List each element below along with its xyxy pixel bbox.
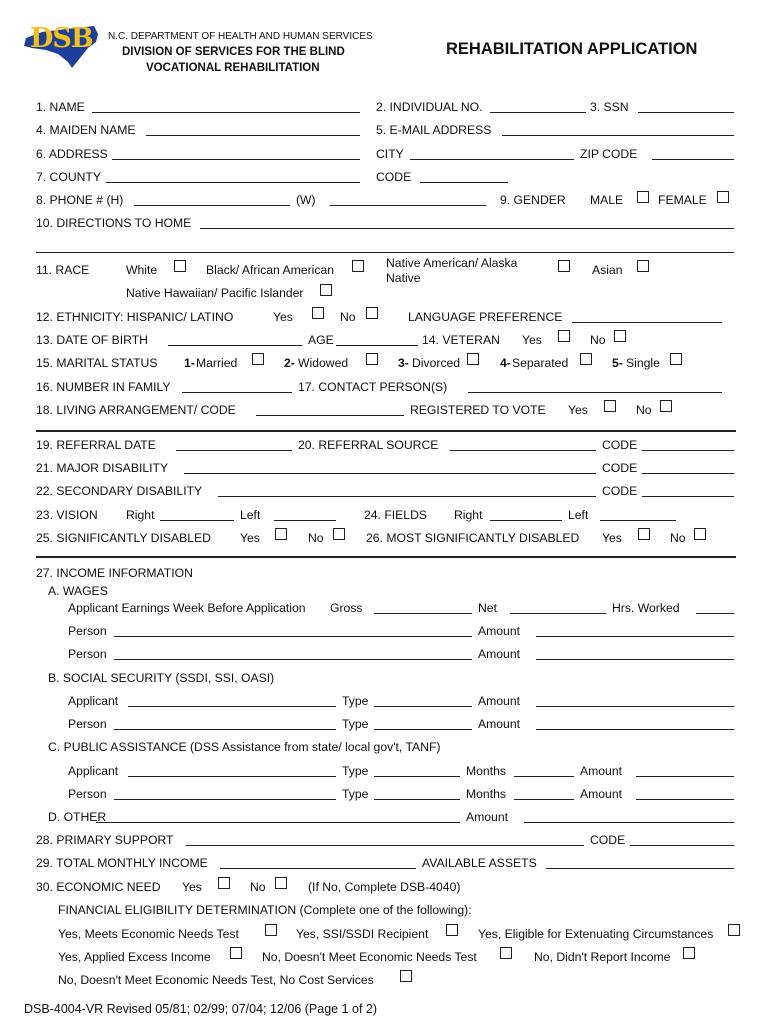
dob-label: 13. DATE OF BIRTH	[36, 333, 148, 347]
dob-field[interactable]	[168, 345, 302, 346]
separated-checkbox[interactable]	[580, 353, 592, 365]
opt-no-cost-checkbox[interactable]	[400, 970, 412, 982]
primary-support-label: 28. PRIMARY SUPPORT	[36, 833, 174, 847]
separated-label: Separated	[512, 356, 569, 370]
zip-field[interactable]	[652, 159, 734, 160]
widowed-checkbox[interactable]	[366, 353, 378, 365]
county-label: 7. COUNTY	[36, 170, 102, 184]
pa-applicant-amount-label: Amount	[580, 764, 623, 778]
hispanic-yes-label: Yes	[273, 310, 293, 324]
black-label: Black/ African American	[206, 263, 335, 277]
city-field[interactable]	[410, 159, 574, 160]
name-label: 1. NAME	[36, 100, 85, 114]
total-income-field[interactable]	[220, 868, 416, 869]
pa-person-field[interactable]	[114, 799, 336, 800]
maiden-field[interactable]	[146, 135, 360, 136]
county-field[interactable]	[106, 182, 360, 183]
age-field[interactable]	[336, 345, 418, 346]
wages-amount-label-1: Amount	[478, 624, 521, 638]
pa-applicant-months-field[interactable]	[514, 776, 574, 777]
other-field[interactable]	[96, 822, 460, 823]
pa-heading: C. PUBLIC ASSISTANCE (DSS Assistance from state/ local gov't, TANF)	[48, 740, 441, 754]
address-field[interactable]	[112, 159, 360, 160]
name-field[interactable]	[92, 112, 360, 113]
fields-left-field[interactable]	[600, 520, 676, 521]
hispanic-yes-checkbox[interactable]	[312, 307, 324, 319]
veteran-label: 14. VETERAN	[422, 333, 500, 347]
section-divider-1	[36, 430, 736, 432]
hispanic-no-checkbox[interactable]	[366, 307, 378, 319]
income-heading: 27. INCOME INFORMATION	[36, 566, 193, 580]
maiden-label: 4. MAIDEN NAME	[36, 123, 136, 137]
vote-yes-label: Yes	[568, 403, 588, 417]
ss-person-amount-field[interactable]	[536, 729, 734, 730]
wages-person-field-2[interactable]	[114, 659, 472, 660]
major-disability-label: 21. MAJOR DISABILITY	[36, 461, 169, 475]
married-number: 1-	[184, 356, 195, 370]
fields-right-field[interactable]	[490, 520, 562, 521]
secondary-code-field[interactable]	[642, 496, 734, 497]
pa-person-months-label: Months	[466, 787, 506, 801]
ss-applicant-amount-field[interactable]	[536, 706, 734, 707]
ss-person-amount-label: Amount	[478, 717, 521, 731]
major-disability-field[interactable]	[184, 473, 596, 474]
wages-amount-label-2: Amount	[478, 647, 521, 661]
ss-applicant-type-field[interactable]	[374, 706, 472, 707]
fields-label: 24. FIELDS	[364, 508, 427, 522]
opt-extenuating-checkbox[interactable]	[728, 924, 740, 936]
sig-disabled-label: 25. SIGNIFICANTLY DISABLED	[36, 531, 211, 545]
wages-heading: A. WAGES	[48, 584, 108, 598]
married-checkbox[interactable]	[252, 353, 264, 365]
other-amount-label: Amount	[466, 810, 509, 824]
referral-source-field[interactable]	[450, 450, 596, 451]
vote-no-label: No	[636, 403, 652, 417]
vision-right-label: Right	[126, 508, 155, 522]
email-field[interactable]	[502, 135, 734, 136]
contact-field[interactable]	[468, 392, 722, 393]
individual-no-field[interactable]	[490, 112, 586, 113]
pa-applicant-type-label: Type	[342, 764, 369, 778]
ssn-field[interactable]	[638, 112, 734, 113]
divorced-checkbox[interactable]	[467, 353, 479, 365]
veteran-yes-label: Yes	[522, 333, 542, 347]
ss-person-type-field[interactable]	[374, 729, 472, 730]
separated-number: 4-	[500, 356, 511, 370]
program-name: VOCATIONAL REHABILITATION	[146, 62, 320, 74]
major-code-label: CODE	[602, 461, 638, 475]
most-sig-no-checkbox[interactable]	[694, 528, 706, 540]
other-amount-field[interactable]	[524, 822, 734, 823]
opt-no-report-checkbox[interactable]	[683, 947, 695, 959]
male-checkbox[interactable]	[637, 191, 649, 203]
opt-ssi-label: Yes, SSI/SSDI Recipient	[296, 927, 429, 941]
pa-person-label: Person	[68, 787, 107, 801]
vision-left-label: Left	[240, 508, 261, 522]
primary-support-field[interactable]	[186, 845, 584, 846]
pa-applicant-type-field[interactable]	[374, 776, 460, 777]
hawaiian-checkbox[interactable]	[320, 284, 332, 296]
single-checkbox[interactable]	[670, 353, 682, 365]
white-label: White	[126, 263, 158, 277]
ss-person-field[interactable]	[114, 729, 336, 730]
pa-applicant-amount-field[interactable]	[636, 776, 734, 777]
most-sig-label: 26. MOST SIGNIFICANTLY DISABLED	[366, 531, 580, 545]
fields-right-label: Right	[454, 508, 483, 522]
primary-code-label: CODE	[590, 833, 626, 847]
directions-field-1[interactable]	[200, 228, 734, 229]
county-code-label: CODE	[376, 170, 412, 184]
assets-field[interactable]	[546, 868, 734, 869]
living-field[interactable]	[256, 415, 404, 416]
major-code-field[interactable]	[642, 473, 734, 474]
opt-excess-checkbox[interactable]	[230, 947, 242, 959]
native-american-label-2: Native	[386, 271, 421, 285]
married-label: Married	[196, 356, 238, 370]
total-income-label: 29. TOTAL MONTHLY INCOME	[36, 856, 208, 870]
opt-no-cost-label: No, Doesn't Meet Economic Needs Test, No Cost Services	[58, 973, 374, 987]
fields-left-label: Left	[568, 508, 589, 522]
econ-note: (If No, Complete DSB-4040)	[308, 880, 461, 894]
most-sig-yes-checkbox[interactable]	[638, 528, 650, 540]
living-label: 18. LIVING ARRANGEMENT/ CODE	[36, 403, 236, 417]
pa-person-months-field[interactable]	[514, 799, 574, 800]
pa-person-amount-label: Amount	[580, 787, 623, 801]
single-number: 5-	[612, 356, 623, 370]
age-label: AGE	[308, 333, 334, 347]
secondary-disability-field[interactable]	[218, 496, 596, 497]
sig-no-label: No	[308, 531, 324, 545]
ss-applicant-field[interactable]	[128, 706, 336, 707]
opt-meets-checkbox[interactable]	[265, 924, 277, 936]
race-label: 11. RACE	[36, 263, 90, 277]
econ-no-checkbox[interactable]	[275, 877, 287, 889]
hispanic-no-label: No	[340, 310, 356, 324]
opt-no-report-label: No, Didn't Report Income	[534, 950, 671, 964]
net-field[interactable]	[510, 613, 606, 614]
hrs-field[interactable]	[696, 613, 734, 614]
opt-meets-label: Yes, Meets Economic Needs Test	[58, 927, 239, 941]
other-label: D. OTHER	[48, 810, 107, 824]
vision-right-field[interactable]	[160, 520, 234, 521]
fin-heading: FINANCIAL ELIGIBILITY DETERMINATION (Complete one of the following):	[58, 903, 472, 917]
sig-no-checkbox[interactable]	[333, 528, 345, 540]
vote-yes-checkbox[interactable]	[604, 400, 616, 412]
pa-applicant-field[interactable]	[128, 776, 336, 777]
directions-label: 10. DIRECTIONS TO HOME	[36, 216, 192, 230]
vision-left-field[interactable]	[274, 520, 336, 521]
sig-yes-label: Yes	[240, 531, 260, 545]
county-code-field[interactable]	[420, 182, 508, 183]
most-sig-no-label: No	[670, 531, 686, 545]
ss-applicant-type-label: Type	[342, 694, 369, 708]
sig-yes-checkbox[interactable]	[275, 528, 287, 540]
single-label: Single	[626, 356, 660, 370]
directions-field-2[interactable]	[36, 252, 734, 253]
wages-amount-field-2[interactable]	[536, 659, 734, 660]
vote-no-checkbox[interactable]	[660, 400, 672, 412]
address-label: 6. ADDRESS	[36, 147, 108, 161]
ssn-label: 3. SSN	[590, 100, 629, 114]
opt-not-meet-checkbox[interactable]	[500, 947, 512, 959]
ss-applicant-amount-label: Amount	[478, 694, 521, 708]
secondary-disability-label: 22. SECONDARY DISABILITY	[36, 484, 203, 498]
divorced-label: Divorced	[412, 356, 461, 370]
male-label: MALE	[590, 193, 624, 207]
veteran-no-label: No	[590, 333, 606, 347]
wages-amount-field-1[interactable]	[536, 636, 734, 637]
registered-label: REGISTERED TO VOTE	[410, 403, 546, 417]
division-name: DIVISION OF SERVICES FOR THE BLIND	[122, 46, 345, 58]
white-checkbox[interactable]	[174, 260, 186, 272]
gender-label: 9. GENDER	[500, 193, 566, 207]
most-sig-yes-label: Yes	[602, 531, 622, 545]
assets-label: AVAILABLE ASSETS	[422, 856, 537, 870]
ss-heading: B. SOCIAL SECURITY (SSDI, SSI, OASI)	[48, 671, 275, 685]
dept-name: N.C. DEPARTMENT OF HEALTH AND HUMAN SERVICES	[108, 31, 373, 42]
wages-person-label-1: Person	[68, 624, 107, 638]
asian-checkbox[interactable]	[637, 260, 649, 272]
econ-yes-checkbox[interactable]	[218, 877, 230, 889]
asian-label: Asian	[592, 263, 623, 277]
widowed-label: Widowed	[298, 356, 349, 370]
ss-person-type-label: Type	[342, 717, 369, 731]
veteran-no-checkbox[interactable]	[614, 330, 626, 342]
ethnicity-label: 12. ETHNICITY: HISPANIC/ LATINO	[36, 310, 234, 324]
econ-no-label: No	[250, 880, 266, 894]
pa-person-type-label: Type	[342, 787, 369, 801]
widowed-number: 2-	[284, 356, 295, 370]
referral-date-field[interactable]	[176, 450, 292, 451]
language-label: LANGUAGE PREFERENCE	[408, 310, 563, 324]
pa-applicant-label: Applicant	[68, 764, 119, 778]
opt-extenuating-label: Yes, Eligible for Extenuating Circumstances	[478, 927, 714, 941]
earnings-label: Applicant Earnings Week Before Application	[68, 601, 306, 615]
net-label: Net	[478, 601, 497, 615]
phone-label: 8. PHONE # (H)	[36, 193, 124, 207]
referral-date-label: 19. REFERRAL DATE	[36, 438, 156, 452]
opt-excess-label: Yes, Applied Excess Income	[58, 950, 211, 964]
hrs-label: Hrs. Worked	[612, 601, 680, 615]
secondary-code-label: CODE	[602, 484, 638, 498]
section-divider-2	[36, 556, 736, 558]
logo-text: DSB	[30, 23, 93, 54]
individual-no-label: 2. INDIVIDUAL NO.	[376, 100, 483, 114]
family-field[interactable]	[182, 392, 292, 393]
black-checkbox[interactable]	[352, 260, 364, 272]
vision-label: 23. VISION	[36, 508, 98, 522]
phone-home-field[interactable]	[134, 205, 290, 206]
female-checkbox[interactable]	[717, 191, 729, 203]
veteran-yes-checkbox[interactable]	[558, 330, 570, 342]
gross-label: Gross	[330, 601, 363, 615]
native-american-label-1: Native American/ Alaska	[386, 256, 518, 270]
wages-person-label-2: Person	[68, 647, 107, 661]
native-american-checkbox[interactable]	[558, 260, 570, 272]
language-field[interactable]	[572, 322, 722, 323]
gross-field[interactable]	[374, 613, 472, 614]
ss-person-label: Person	[68, 717, 107, 731]
phone-work-label: (W)	[296, 193, 316, 207]
female-label: FEMALE	[658, 193, 707, 207]
pa-applicant-months-label: Months	[466, 764, 506, 778]
pa-person-amount-field[interactable]	[636, 799, 734, 800]
referral-code-label: CODE	[602, 438, 638, 452]
opt-not-meet-label: No, Doesn't Meet Economic Needs Test	[262, 950, 477, 964]
referral-code-field[interactable]	[642, 450, 734, 451]
zip-label: ZIP CODE	[580, 147, 638, 161]
hawaiian-label: Native Hawaiian/ Pacific Islander	[126, 286, 304, 300]
city-label: CITY	[376, 147, 404, 161]
page-title: REHABILITATION APPLICATION	[446, 40, 698, 58]
family-label: 16. NUMBER IN FAMILY	[36, 380, 171, 394]
contact-label: 17. CONTACT PERSON(S)	[298, 380, 448, 394]
phone-work-field[interactable]	[330, 205, 486, 206]
email-label: 5. E-MAIL ADDRESS	[376, 123, 492, 137]
econ-yes-label: Yes	[182, 880, 202, 894]
divorced-number: 3-	[398, 356, 409, 370]
form-footer: DSB-4004-VR Revised 05/81; 02/99; 07/04; 12/06 (Page 1 of 2)	[24, 1002, 378, 1016]
pa-person-type-field[interactable]	[374, 799, 460, 800]
ss-applicant-label: Applicant	[68, 694, 119, 708]
marital-label: 15. MARITAL STATUS	[36, 356, 158, 370]
opt-ssi-checkbox[interactable]	[446, 924, 458, 936]
econ-need-label: 30. ECONOMIC NEED	[36, 880, 161, 894]
primary-code-field[interactable]	[630, 845, 734, 846]
referral-source-label: 20. REFERRAL SOURCE	[298, 438, 439, 452]
wages-person-field-1[interactable]	[114, 636, 472, 637]
